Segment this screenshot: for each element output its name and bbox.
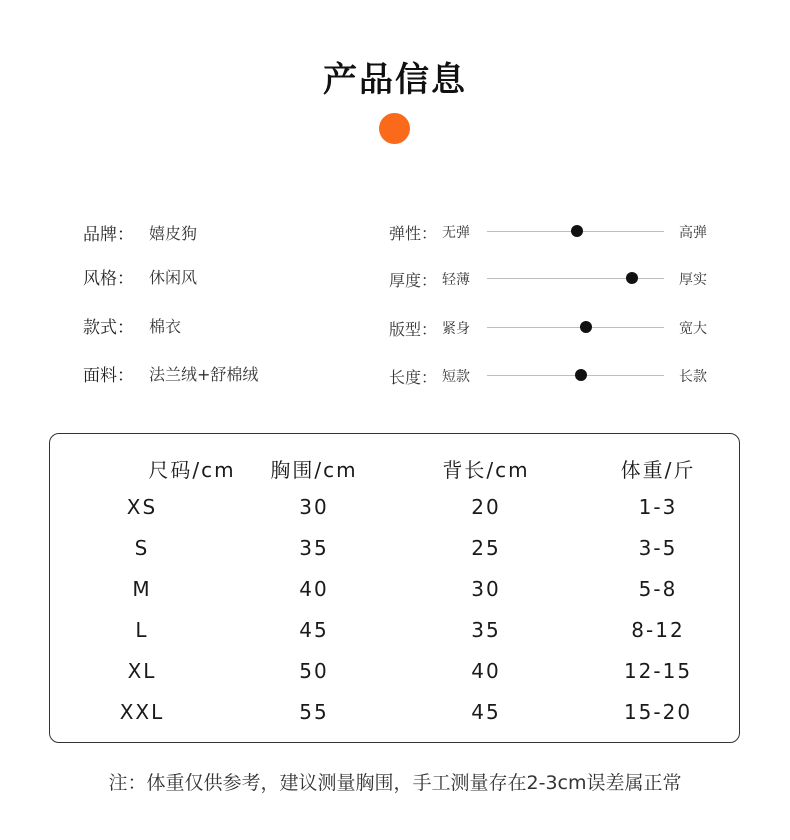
table-row (50, 618, 739, 648)
attribute-brand (83, 220, 198, 245)
attribute-fabric (83, 361, 259, 386)
attribute-value: 嬉皮狗 (149, 223, 198, 243)
table-cell: S (134, 536, 150, 560)
scale-track (487, 327, 664, 328)
scale-low-label: 无弹 (442, 225, 470, 241)
scale-high-label: 宽大 (679, 321, 707, 337)
scale-high-label: 厚实 (679, 272, 707, 288)
scale-knob (571, 225, 583, 237)
scale-knob (580, 321, 592, 333)
table-cell: 3-5 (638, 536, 678, 560)
attribute-label: 品牌： (83, 224, 134, 245)
table-cell: 40 (299, 577, 329, 601)
attribute-value: 棉衣 (149, 316, 182, 336)
table-cell: 15-20 (623, 700, 693, 724)
table-cell: 5-8 (638, 577, 678, 601)
table-cell: 45 (299, 618, 329, 642)
scale-low-label: 短款 (442, 369, 470, 385)
page-title: 产品信息 (323, 60, 467, 100)
table-cell: 20 (471, 495, 501, 519)
table-header-cell: 胸围/cm (270, 458, 358, 482)
table-cell: L (135, 618, 149, 642)
table-header-cell: 体重/斤 (620, 458, 696, 482)
table-cell: 1-3 (638, 495, 678, 519)
attribute-label: 面料： (83, 365, 134, 386)
attribute-value: 法兰绒+舒棉绒 (149, 364, 259, 384)
scale-length (389, 363, 719, 387)
table-row (50, 659, 739, 689)
table-cell: 40 (471, 659, 501, 683)
scale-label: 厚度： (389, 271, 438, 290)
table-header-cell: 背长/cm (442, 458, 530, 482)
attribute-value: 休闲风 (149, 267, 198, 287)
scale-low-label: 紧身 (442, 321, 470, 337)
table-cell: 35 (471, 618, 501, 642)
table-cell: 30 (299, 495, 329, 519)
attribute-label: 款式： (83, 317, 134, 338)
table-cell: 45 (471, 700, 501, 724)
attribute-label: 风格： (83, 268, 134, 289)
table-cell: M (132, 577, 152, 601)
size-chart (49, 433, 740, 743)
attribute-style (83, 264, 198, 289)
table-row (50, 577, 739, 607)
scale-high-label: 高弹 (679, 225, 707, 241)
table-cell: 12-15 (623, 659, 693, 683)
accent-dot (379, 113, 410, 144)
table-header-row (50, 454, 739, 484)
scale-high-label: 长款 (679, 369, 707, 385)
table-row (50, 700, 739, 730)
table-cell: 35 (299, 536, 329, 560)
table-row (50, 495, 739, 525)
table-cell: 8-12 (631, 618, 685, 642)
scale-label: 长度： (389, 368, 438, 387)
attribute-type (83, 313, 182, 338)
table-cell: 50 (299, 659, 329, 683)
scale-thickness (389, 266, 719, 290)
scale-knob (626, 272, 638, 284)
table-cell: XS (126, 495, 158, 519)
scale-label: 弹性： (389, 224, 438, 243)
scale-knob (575, 369, 587, 381)
table-cell: 25 (471, 536, 501, 560)
measurement-note: 注：体重仅供参考，建议测量胸围，手工测量存在2-3cm误差属正常 (108, 772, 682, 794)
table-cell: 55 (299, 700, 329, 724)
scale-fit (389, 315, 719, 339)
scale-elasticity (389, 219, 719, 243)
scale-low-label: 轻薄 (442, 272, 470, 288)
table-row (50, 536, 739, 566)
scale-label: 版型： (389, 320, 438, 339)
table-cell: XL (127, 659, 157, 683)
table-cell: 30 (471, 577, 501, 601)
table-cell: XXL (119, 700, 165, 724)
table-header-cell: 尺码/cm (148, 458, 236, 482)
